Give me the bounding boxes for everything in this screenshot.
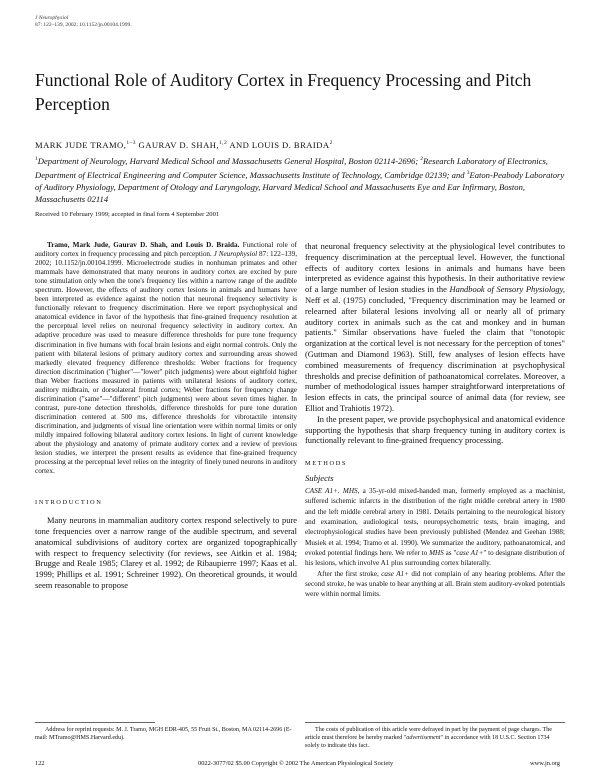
introduction-heading: INTRODUCTION — [35, 499, 103, 507]
case-label: CASE A1+. — [305, 487, 340, 496]
copyright-line: 0022-3077/02 $5.00 Copyright © 2002 The American Physiological Society — [198, 760, 394, 767]
journal-name: J Neurophysiol — [35, 15, 69, 21]
case-followup-paragraph — [305, 569, 565, 600]
subjects-heading: Subjects — [305, 473, 334, 484]
intro-paragraph-2: In the present paper, we provide psychophysical and anatomical evidence supporting the hypothesis that sharp frequency tuning in auditory cortex is functionally relevant to fine-grained frequency processing. — [305, 413, 566, 446]
received-date: Received 10 February 1999; accepted in final form 4 September 2001 — [35, 211, 220, 218]
publication-costs-note — [305, 726, 565, 751]
intro-text-b: Neff et al. (1975) concluded, "Frequency discrimination may be learned or relearned after bilateral lesions involving all or nearly all of primary auditory cortex in animals such as the cat and monkey and in human patients." Similar observations have fueled the claim that "tonotopic organization at the cortical level is not necessary for the perception of tones" (Guttman and Diamond 1963). Still, few analyses of lesion effects have combined measurements of frequency discrimination at psychophysical thresholds and precise definition of pathoanatomical correlates. Moreover, a number of methodological issues hamper straightforward interpretations of lesion effects in cats, the principal source of animal data (for review, see Elliot and Trahiotis 1972). — [305, 294, 565, 413]
costs-text-a: The costs of publication of this article were defrayed in part by the payment of page charges. The article must therefore be hereby marked " — [305, 727, 553, 742]
costs-text-b: " in accordance with 18 U.S.C. Section 1734 solely to indicate this fact. — [305, 735, 550, 750]
footnote-rule-left — [35, 722, 155, 723]
abstract-journal: J Neurophysiol — [213, 250, 258, 259]
case-text-a: , a 35-yr-old mixed-handed man, formerly employed as a machinist, suffered ischemic infarcts in the distribution of the right middle cerebral artery in 1980 and the left middle cerebral artery in 1981. Details pertaining to the neurological history and examination, audiological tests, neuropsychometric tests, brain imaging, and electrophysiological studies have been previously published (Mendez and Geehan 1988; Musiek et al. 1994; Tramo et al. 1990). We summarize the auditory, pathoanatomical, and evoked potential findings here. We refer to — [305, 487, 565, 557]
abstract-body: Microelectrode studies in nonhuman primates and other mammals have demonstrated that many neurons in auditory cortex are excited by pure tone stimulation only when the tone's frequency lies within a narrow range of the audible spectrum. However, the effects of auditory cortex lesions in animals and humans have been interpreted as evidence against the notion that neuronal frequency selectivity is functionally relevant to frequency discrimination. Here we report psychophysical and anatomical evidence in favor of the hypothesis that fine-grained frequency resolution at the perceptual level relies on neuronal frequency selectivity in auditory cortex. An adaptive procedure was used to measure difference thresholds for pure tone frequency discrimination in five humans with focal brain lesions and eight normal controls. Only the patient with bilateral lesions of primary auditory cortex and surrounding areas showed markedly elevated frequency difference thresholds: Weber fractions for frequency direction discrimination ("higher"—"lower" pitch judgments) were about eightfold higher than Weber fractions measured in patients with unilateral lesions of auditory cortex, auditory midbrain, or dorsolateral frontal cortex; Weber fractions for frequency change discrimination ("same"—"different" pitch judgments) were about seven times higher. In contrast, pure-tone detection thresholds, difference thresholds for pure tone duration discrimination centered at 500 ms, difference thresholds for vibrotactile intensity discrimination, and judgments of visual line orientation were within normal limits or only mildly impaired following bilateral auditory cortex lesions. In light of current knowledge about the physiology and anatomy of primate auditory cortex and a review of previous lesion studies, we interpret the present results as evidence that fine-grained frequency processing at the perceptual level relies on the integrity of finely tuned neurons in auditory cortex. — [35, 259, 297, 476]
author-list: MARK JUDE TRAMO,$^{1-3}$ GAURAV D. SHAH,$^{1,2}$ AND LOUIS D. BRAIDA$^2$ — [35, 140, 333, 150]
journal-website: www.jn.org — [530, 760, 560, 767]
abstract-title: Functional role of auditory cortex in frequency processing and pitch perception. — [35, 241, 297, 259]
case-mhs: MHS — [429, 548, 444, 557]
article-title: Functional Role of Auditory Cortex in Frequency Processing and Pitch Perception — [35, 70, 532, 114]
case-a1-term: case A1+ — [456, 548, 484, 557]
abstract — [35, 241, 297, 476]
abstract-authors: Tramo, Mark Jude, Gaurav D. Shah, and Louis D. Braida. — [47, 241, 240, 249]
followup-text-a: After the first stroke, — [317, 569, 382, 578]
introduction-text: Many neurons in mammalian auditory cortex respond selectively to pure tone frequencies over a narrow range of the audible spectrum, and several anatomical subdivisions of auditory cortex are organized topographically with respect to frequency selectivity (for reviews, see Aitkin et al. 1984; Brugge and Reale 1985; Clarey et al. 1992; de Ribaupierre 1997; Kaas et al. 1999; Phillips et al. 1991; Schreiner 1992). On theoretical grounds, it would seem reasonable to propose — [35, 515, 297, 590]
abstract-citation: 87: 122–139, 2002; 10.1152/jn.00104.1999. — [35, 250, 298, 268]
right-column — [305, 241, 565, 599]
journal-header — [35, 15, 132, 29]
intro-text-a: that neuronal frequency selectivity at the physiological level contributes to frequency discrimination at the perceptual level. However, the functional effects of auditory cortex lesions in animals and humans have been interpreted as evidence against this hypothesis. In their authoritative review of a large number of lesion studies in the — [305, 241, 565, 295]
intro-paragraph-continued — [305, 241, 565, 414]
footnote-rule-right — [305, 722, 565, 723]
methods-heading: METHODS — [305, 460, 348, 468]
page-number: 122 — [35, 760, 45, 767]
followup-case-term: case A1+ — [381, 569, 409, 578]
case-text-c: " to designate distribution of his lesions, which involve A1 plus surrounding cortex bilaterally. — [305, 548, 565, 568]
footnote-right — [305, 726, 565, 751]
reprint-address: Address for reprint requests: M. J. Tramo, MGH EDR-405, 55 Fruit St., Boston, MA 02114-2696 (E-mail: MTramo@HMS.Harvard.edu). — [35, 727, 292, 742]
journal-citation: 87: 122–139, 2002; 10.1152/jn.00104.1999. — [35, 22, 132, 28]
affiliations: $^1$Department of Neurology, Harvard Medical School and Massachusetts General Hospital, Boston 02114-2696; $^2$Research Laboratory of Electronics, Department of Electrical Engineering and Computer Science, Massachusetts Institute of Technology, Cambridge 02139; and $^3$Eaton-Peabody Laboratory of Auditory Physiology, Department of Otology and Laryngology, Harvard Medical School and Massachusetts Eye and Ear Infirmary, Boston, Massachusetts 02114 — [35, 155, 565, 205]
case-a1-paragraph — [305, 486, 565, 568]
case-text-b: as " — [443, 548, 457, 557]
costs-advertisement: advertisement — [406, 735, 441, 742]
handbook-title: Handbook of Sensory Physiology, — [449, 284, 565, 295]
followup-text-b: did not complain of any hearing problems. After the second stroke, he was unable to hear anything at all. Brain stem auditory-evoked potentials were within normal limits. — [305, 569, 565, 599]
footnote-left — [35, 726, 297, 742]
case-name: MHS — [342, 487, 358, 496]
left-column — [35, 241, 297, 591]
